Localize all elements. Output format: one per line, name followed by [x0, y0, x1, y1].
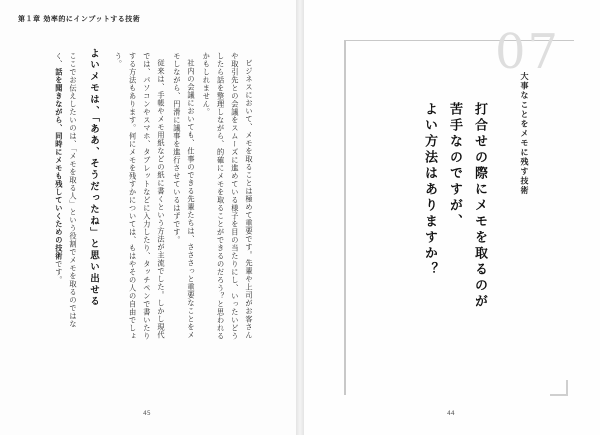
emphasis-text: 話を聞きながら、同時にメモも残していくための技術	[54, 68, 64, 260]
subheading: よいメモは、「ああ、そうだったね」と思い出せる	[88, 48, 99, 308]
body-paragraph-3	[111, 52, 168, 342]
frame-corner-bracket	[550, 380, 568, 396]
paragraph: 社内の会議においても、仕事のできる先輩たちは、さささっと重要なことをメモしながら、円滑に議事を進行させているはずです。	[172, 52, 196, 340]
question-line-1: 打合せの際にメモを取るのが	[472, 102, 487, 310]
question-line-2: 苦手なのですが、	[447, 102, 462, 230]
body-paragraph-1	[199, 52, 256, 342]
running-header: 第１章 効率的にインプットする技術	[18, 15, 141, 23]
paragraph-text: ここでお伝えしたいのは、「メモを取る人」という役割でメモを取るのではなく、	[54, 52, 78, 329]
body-paragraph-4	[50, 52, 80, 342]
frame-left-line	[344, 40, 346, 395]
paragraph: ビジネスにおいて、メモを取ることは極めて重要です。先輩や上司がお客さんや取引先との会議をスムーズに進めている様子を目の当たりにし、いったいどうしたら話を整理しながら、的確にメモを取ることができるのだろう？と思われるかもしれません。	[202, 52, 254, 340]
paragraph: 従来は、手帳やメモ用紙などの紙に書くという方法が主流でした。しかし現代では、パソコンやスマホ、タブレットなどに入力したり、タッチペンで書いたりする方法もあります。何にメモを残すかについては、もはやその人の自由でしょう。	[114, 52, 166, 340]
body-paragraph-2	[170, 52, 198, 342]
chapter-number: 07	[495, 24, 561, 80]
paragraph-text: です。	[54, 260, 64, 284]
question-line-3: よい方法はありますか？	[422, 102, 437, 278]
left-page	[0, 0, 296, 435]
page-number-right: 44	[447, 410, 455, 417]
page-number-left: 45	[143, 410, 151, 417]
book-gutter	[296, 0, 304, 435]
chapter-label: 大事なことをメモに残す技術	[520, 72, 529, 196]
